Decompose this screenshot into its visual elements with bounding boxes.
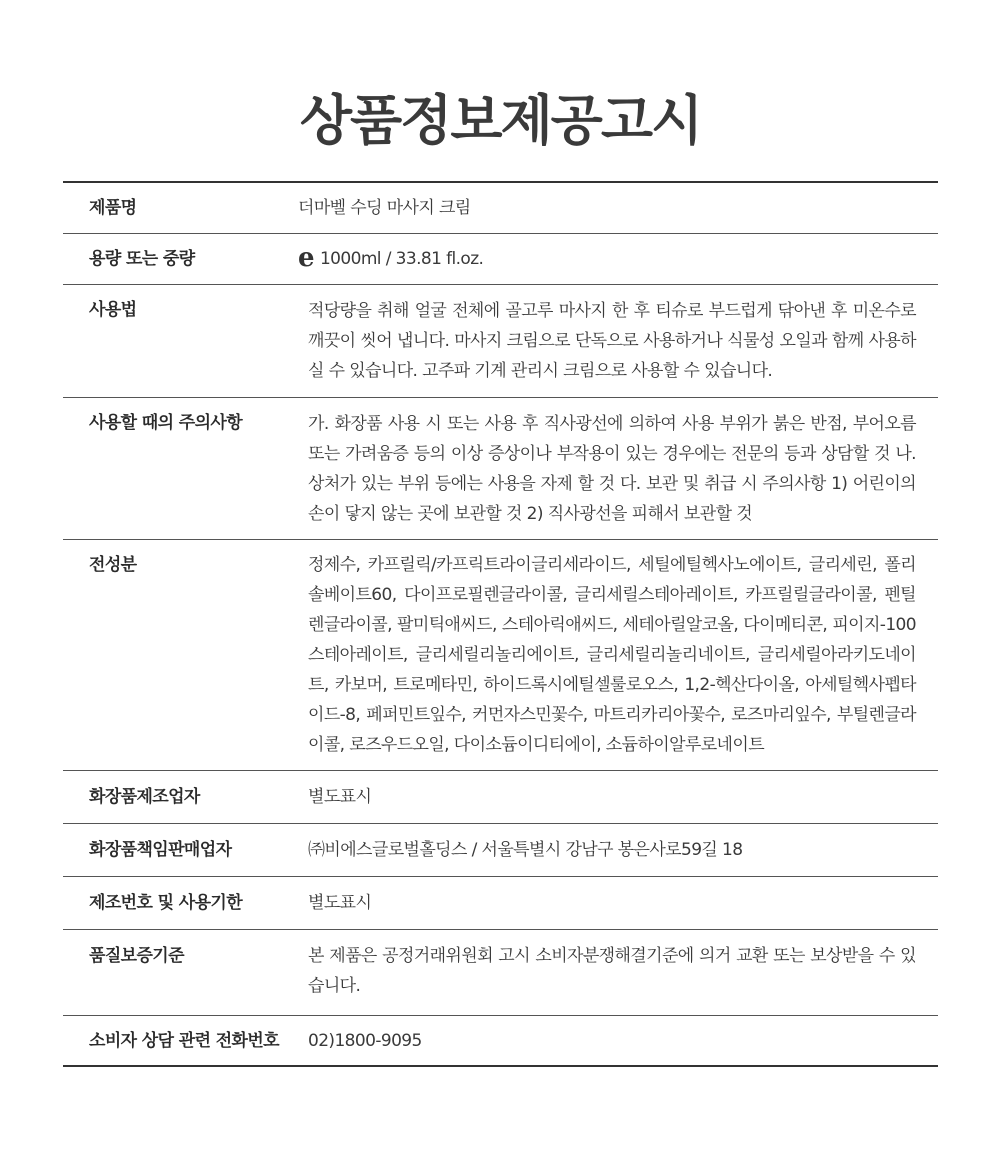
table-row-lot-expiry [63,876,938,929]
row-label: 품질보증기준 [89,946,184,966]
page-title: 상품정보제공고시 [299,89,702,152]
row-label: 제품명 [89,198,137,218]
table-row-phone [63,1015,938,1065]
row-label: 제조번호 및 사용기한 [89,893,243,913]
row-value: 별도표시 [308,893,372,913]
table-row-volume [63,233,938,284]
row-value: 본 제품은 공정거래위원회 고시 소비자분쟁해결기준에 의거 교환 또는 보상받을 수 있습니다. [308,946,916,996]
product-info-table [63,181,938,1067]
row-value: 1000ml / 33.81 fl.oz. [319,249,484,269]
row-label: 화장품책임판매업자 [89,840,232,860]
row-value: 더마벨 수딩 마사지 크림 [298,198,471,218]
row-label: 소비자 상담 관련 전화번호 [89,1031,279,1051]
row-label: 사용할 때의 주의사항 [89,413,243,433]
table-row-product-name [63,183,938,233]
row-value-container [298,234,938,284]
table-row-distributor [63,823,938,876]
row-label: 용량 또는 중량 [89,249,195,269]
row-value: 가. 화장품 사용 시 또는 사용 후 직사광선에 의하여 사용 부위가 붉은 반점, 부어오름 또는 가려움증 등의 이상 증상이나 부작용이 있는 경우에는 전문의 등과 상담할 것 나. 상처가 있는 부위 등에는 사용을 자제 할 것 다. 보관 및 취급 시 주의사항 1) 어린이의 손이 닿지 않는 곳에 보관할 것 2) 직사광선을 피해서 보관할 것 [308,414,916,524]
table-row-quality-standard [63,929,938,1015]
table-row-manufacturer [63,770,938,823]
row-value: 별도표시 [308,787,372,807]
table-row-ingredients [63,539,938,770]
row-value: 적당량을 취해 얼굴 전체에 골고루 마사지 한 후 티슈로 부드럽게 닦아낸 후 미온수로 깨끗이 씻어 냅니다. 마사지 크림으로 단독으로 사용하거나 식물성 오일과 함께 사용하실 수 있습니다. 고주파 기계 관리시 크림으로 사용할 수 있습니다. [308,301,916,381]
row-value: 02)1800-9095 [308,1031,422,1051]
row-label: 사용법 [89,300,137,320]
table-row-caution [63,397,938,539]
row-value: ㈜비에스글로벌홀딩스 / 서울특별시 강남구 봉은사로59길 18 [308,840,743,860]
row-value: 정제수, 카프릴릭/카프릭트라이글리세라이드, 세틸에틸헥사노에이트, 글리세린, 폴리솔베이트60, 다이프로필렌글라이콜, 글리세릴스테아레이트, 카프릴릴글라이콜, 펜틸렌글라이콜, 팔미틱애씨드, 스테아릭애씨드, 세테아릴알코올, 다이메티콘, 피이지-100스테아레이트, 글리세릴리놀리에이트, 글리세릴리놀리네이트, 글리세릴아라키도네이트, 카보머, 트로메타민, 하이드록시에틸셀룰로오스, 1,2-헥산다이올, 아세틸헥사펩타이드-8, 페퍼민트잎수, 커먼자스민꽃수, 마트리카리아꽃수, 로즈마리잎수, 부틸렌글라이콜, 로즈우드오일, 다이소듐이디티에이, 소듐하이알루로네이트 [308,555,916,755]
table-row-usage [63,284,938,397]
estimated-sign-icon: e [298,243,314,273]
row-label: 전성분 [89,555,137,575]
row-label: 화장품제조업자 [89,787,200,807]
